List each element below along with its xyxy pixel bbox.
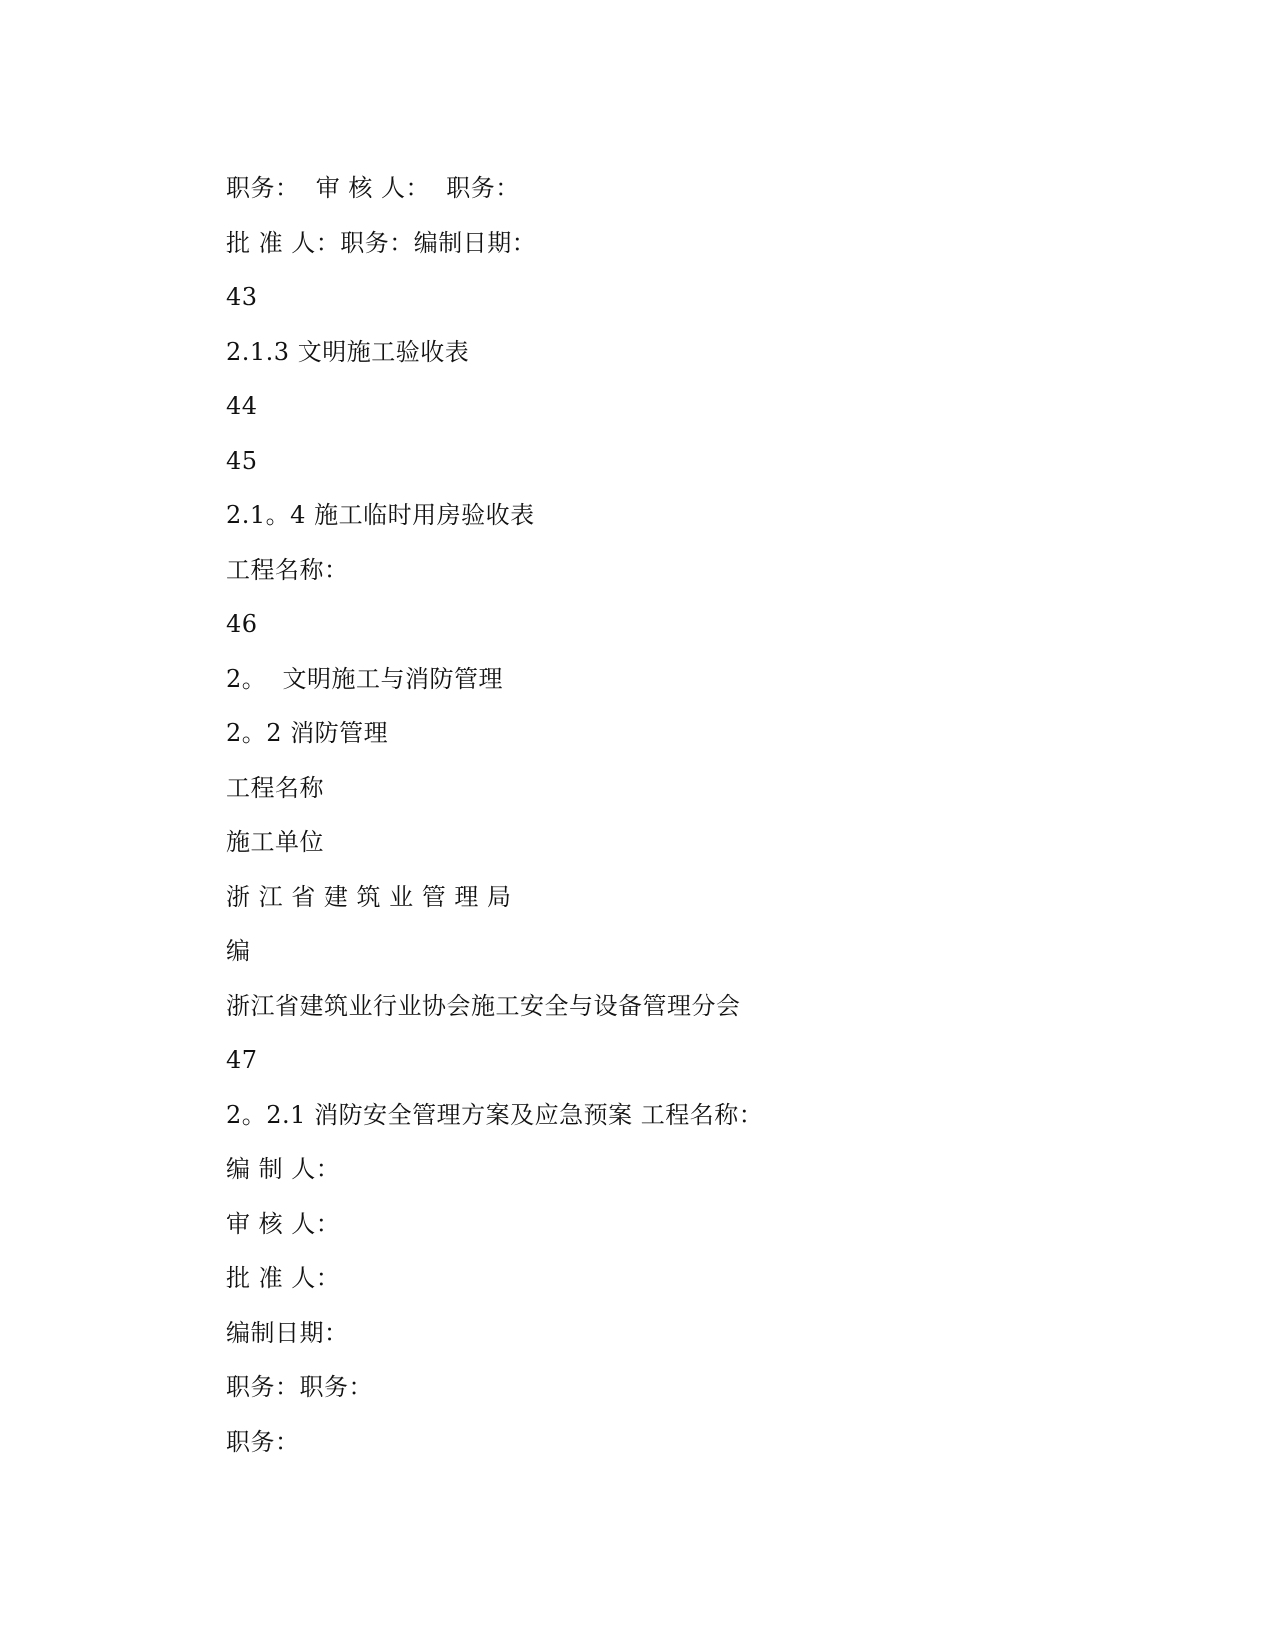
- page-number: 47: [226, 1046, 258, 1074]
- section-heading: 2.1.3 文明施工验收表: [226, 337, 470, 366]
- section-heading: 2。2.1 消防安全管理方案及应急预案 工程名称：: [226, 1100, 764, 1129]
- text-line-compiler: 编 制 人：: [226, 1155, 341, 1183]
- section-heading: 2.1。4 施工临时用房验收表: [226, 501, 535, 529]
- text-line-compiled: 编: [226, 937, 251, 965]
- text-line-project-name: 工程名称: [226, 773, 324, 802]
- text-line-positions: 职务：职务：: [226, 1373, 373, 1401]
- page-number: 46: [226, 610, 258, 638]
- page-number: 45: [226, 446, 258, 475]
- text-line-approver: 批 准 人：: [226, 1264, 341, 1292]
- chapter-heading: 2。 文明施工与消防管理: [226, 664, 504, 693]
- text-line-position: 职务：: [226, 1427, 300, 1456]
- page-number: 44: [226, 392, 258, 420]
- document-body: [226, 168, 1126, 1476]
- page-number: 43: [226, 283, 258, 311]
- section-heading: 2。2 消防管理: [226, 719, 389, 747]
- text-line-compile-date: 编制日期：: [226, 1318, 349, 1347]
- text-line-project-name: 工程名称：: [226, 555, 349, 584]
- text-line-bureau: 浙 江 省 建 筑 业 管 理 局: [226, 882, 512, 911]
- text-line-reviewer: 审 核 人：: [226, 1209, 341, 1238]
- text-line-construction-unit: 施工单位: [226, 828, 324, 856]
- text-line-approver-date: 批 准 人：职务：编制日期：: [226, 228, 537, 257]
- text-line-association: 浙江省建筑业行业协会施工安全与设备管理分会: [226, 991, 741, 1020]
- text-line-position-reviewer: 职务： 审 核 人： 职务：: [226, 174, 520, 202]
